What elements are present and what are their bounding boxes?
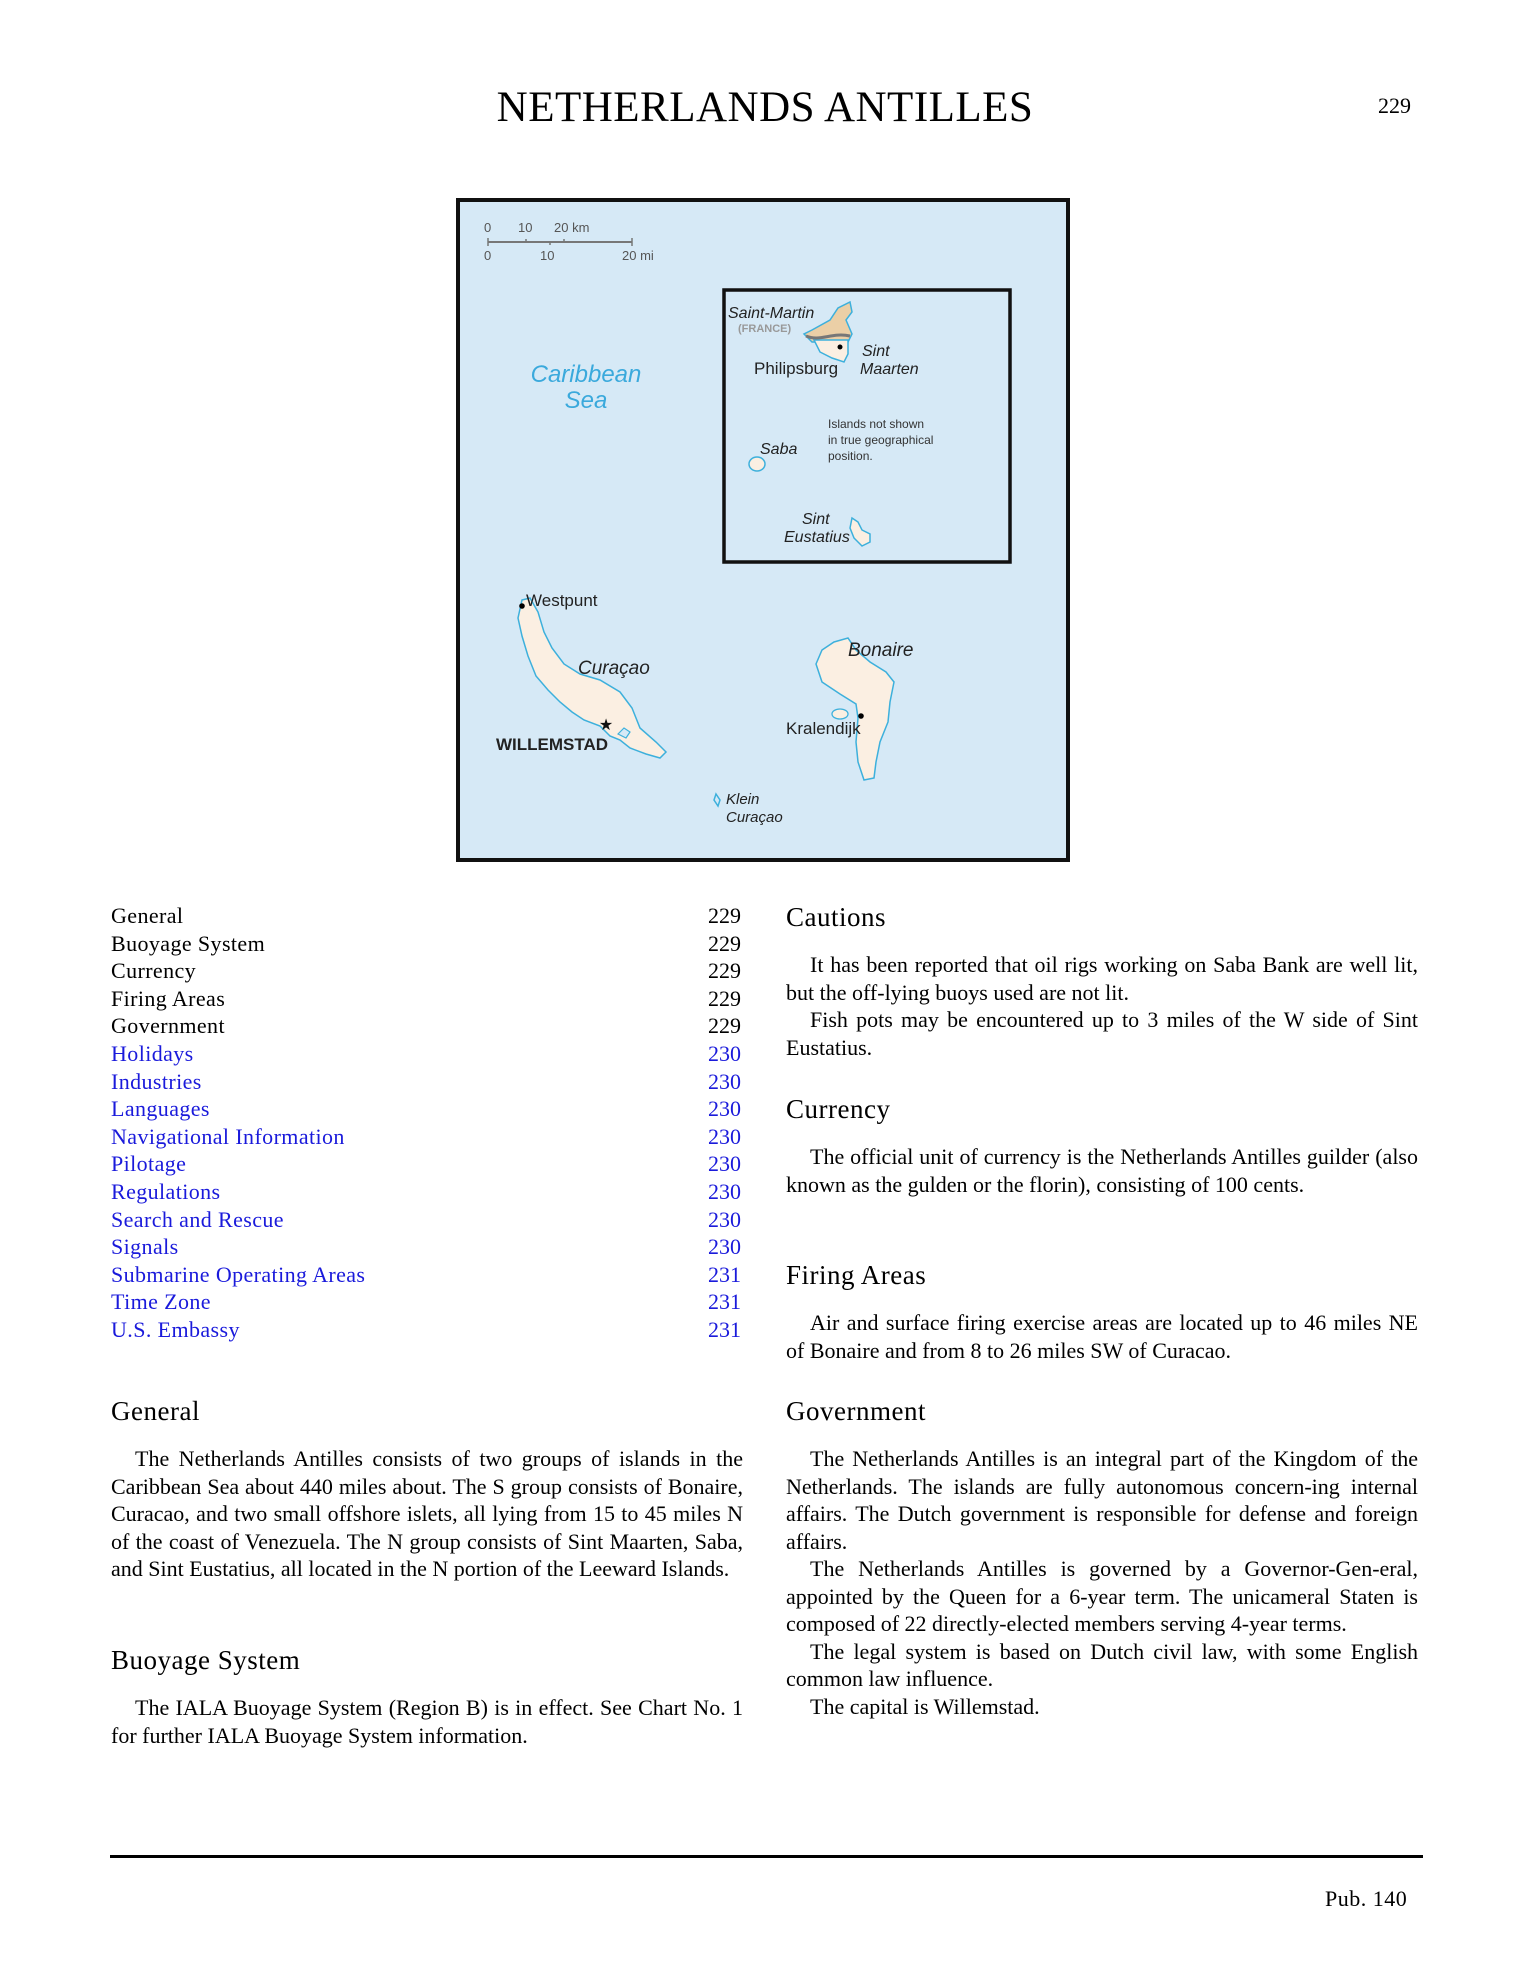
label-klein: Klein — [726, 791, 760, 808]
heading-buoyage: Buoyage System — [111, 1645, 301, 1675]
toc-item-page: 231 — [708, 1289, 741, 1315]
scale-km-10: 10 — [518, 220, 533, 235]
toc-item[interactable] — [111, 1178, 741, 1206]
toc-item-page: 229 — [708, 930, 741, 956]
toc-item-page: 231 — [708, 1261, 741, 1287]
toc-item-page: 229 — [708, 903, 741, 928]
page-number: 229 — [1378, 93, 1411, 118]
label-kralendijk: Kralendijk — [786, 719, 861, 738]
inset-note-3: position. — [828, 449, 873, 463]
table-of-contents — [111, 902, 741, 1344]
toc-item-label: Industries — [111, 1068, 202, 1094]
toc-item[interactable] — [111, 1040, 741, 1068]
scale-mi-10: 10 — [540, 248, 555, 263]
label-maarten: Maarten — [860, 361, 919, 378]
paragraph: The Netherlands Antilles consists of two groups of islands in the Caribbean Sea about 440 miles about. The S group consists of Bonaire, Curacao, and two small offshore islets, all lying from 15 to 45 miles N of the coast of Venezuela. The N group consists of Sint Maarten, Saba, and Sint Eustatius, all located in the N portion of the Leeward Islands. — [111, 1446, 743, 1581]
toc-item-label: Search and Rescue — [111, 1206, 284, 1232]
toc-item-label: Government — [111, 1013, 225, 1039]
label-bonaire: Bonaire — [848, 640, 914, 661]
toc-item-page: 230 — [708, 1040, 741, 1066]
label-klein-curacao: Curaçao — [726, 809, 783, 826]
toc-item[interactable] — [111, 1233, 741, 1261]
capital-star-icon: ★ — [598, 717, 614, 734]
toc-item-page: 230 — [708, 1178, 741, 1204]
toc-item — [111, 1012, 741, 1040]
toc-item-page: 229 — [708, 985, 741, 1011]
label-sint-eustatius-2: Eustatius — [784, 529, 850, 546]
sea-label: Caribbean — [530, 361, 642, 388]
paragraph: The IALA Buoyage System (Region B) is in effect. See Chart No. 1 for further IALA Buoyage System information. — [111, 1695, 743, 1748]
toc-item — [111, 985, 741, 1013]
label-willemstad: WILLEMSTAD — [496, 735, 609, 754]
page-title: NETHERLANDS ANTILLES — [496, 84, 1034, 131]
kralendijk-dot — [858, 713, 864, 719]
toc-item-page: 230 — [708, 1206, 741, 1232]
toc-item-label: Pilotage — [111, 1151, 187, 1177]
toc-item-page: 229 — [708, 1013, 741, 1039]
toc-item[interactable] — [111, 1316, 741, 1344]
paragraph: The Netherlands Antilles is governed by a Governor-Gen-eral, appointed by the Queen for a 6-year term. The unicameral Staten is composed of 22 directly-elected members serving 4-year terms. — [786, 1556, 1418, 1636]
toc-item-page: 230 — [708, 1068, 741, 1094]
toc-item-page: 229 — [708, 958, 741, 984]
toc-item-label: Signals — [111, 1234, 179, 1260]
toc-item-label: Holidays — [111, 1040, 194, 1066]
toc-item[interactable] — [111, 1068, 741, 1096]
toc-item-label: U.S. Embassy — [111, 1316, 240, 1342]
label-philipsburg: Philipsburg — [754, 359, 839, 378]
section-currency — [786, 1096, 1418, 1198]
section-buoyage — [111, 1647, 743, 1749]
publication-number: Pub. 140 — [1325, 1886, 1408, 1911]
label-france: (FRANCE) — [738, 323, 792, 335]
toc-item — [111, 930, 741, 958]
label-saint-martin: Saint-Martin — [728, 305, 815, 322]
toc-item-label: General — [111, 903, 184, 928]
heading-firing-areas: Firing Areas — [786, 1260, 927, 1290]
sea-label-2: Sea — [564, 387, 608, 414]
paragraph: The capital is Willemstad. — [810, 1693, 1040, 1719]
section-firing-areas — [786, 1262, 1418, 1364]
paragraph: The official unit of currency is the Netherlands Antilles guilder (also known as the gulden or the florin), consisting of 100 cents. — [786, 1144, 1418, 1197]
heading-currency: Currency — [786, 1094, 891, 1124]
toc-item — [111, 957, 741, 985]
heading-government: Government — [786, 1396, 926, 1426]
toc-item[interactable] — [111, 1095, 741, 1123]
toc-item-page: 230 — [708, 1234, 741, 1260]
saba-island — [749, 457, 765, 471]
country-map — [456, 198, 1070, 862]
inset-note-2: in true geographical — [828, 433, 934, 447]
toc-item — [111, 902, 741, 930]
toc-item-label: Navigational Information — [111, 1123, 345, 1149]
label-saba: Saba — [760, 441, 798, 458]
toc-item-label: Currency — [111, 958, 197, 984]
section-cautions — [786, 904, 1418, 1061]
scale-mi-0: 0 — [484, 248, 492, 263]
westpunt-dot — [519, 603, 525, 609]
paragraph: Fish pots may be encountered up to 3 miles of the W side of Sint Eustatius. — [786, 1007, 1418, 1060]
label-sint-eustatius-1: Sint — [802, 511, 830, 528]
paragraph: It has been reported that oil rigs working on Saba Bank are well lit, but the off-lying buoys used are not lit. — [786, 952, 1418, 1005]
scale-km-20: 20 km — [554, 220, 590, 235]
inset-note-1: Islands not shown — [828, 417, 925, 431]
paragraph: The legal system is based on Dutch civil law, with some English common law influence. — [786, 1638, 1418, 1691]
paragraph: The Netherlands Antilles is an integral part of the Kingdom of the Netherlands. The islands are fully autonomous concern-ing internal affairs. The Dutch government is responsible for defense and foreign affairs. — [786, 1446, 1418, 1554]
sint-eustatius-island — [850, 518, 870, 546]
scale-mi-20: 20 mi — [622, 248, 654, 263]
heading-cautions: Cautions — [786, 902, 887, 932]
toc-item-page: 231 — [708, 1316, 741, 1342]
section-general — [111, 1398, 743, 1583]
label-westpunt: Westpunt — [526, 591, 598, 610]
toc-item-label: Regulations — [111, 1178, 221, 1204]
toc-item-label: Languages — [111, 1096, 210, 1122]
toc-item-label: Submarine Operating Areas — [111, 1261, 366, 1287]
klein-curacao-island — [714, 794, 720, 806]
scale-bar — [484, 220, 654, 263]
toc-item[interactable] — [111, 1288, 741, 1316]
toc-item[interactable] — [111, 1261, 741, 1289]
toc-item[interactable] — [111, 1123, 741, 1151]
label-sint: Sint — [862, 343, 890, 360]
scale-km-0: 0 — [484, 220, 492, 235]
toc-item-label: Buoyage System — [111, 930, 266, 956]
toc-item-page: 230 — [708, 1151, 741, 1177]
toc-item[interactable] — [111, 1150, 741, 1178]
section-government — [786, 1398, 1418, 1720]
heading-general: General — [111, 1396, 200, 1426]
toc-item-label: Time Zone — [111, 1289, 211, 1315]
toc-item-page: 230 — [708, 1123, 741, 1149]
paragraph: Air and surface firing exercise areas are located up to 46 miles NE of Bonaire and from 8 to 26 miles SW of Curacao. — [786, 1310, 1418, 1363]
toc-item-label: Firing Areas — [111, 985, 226, 1011]
toc-item-page: 230 — [708, 1096, 741, 1122]
toc-item[interactable] — [111, 1206, 741, 1234]
footer-rule — [110, 1855, 1423, 1858]
label-curacao: Curaçao — [578, 658, 650, 679]
